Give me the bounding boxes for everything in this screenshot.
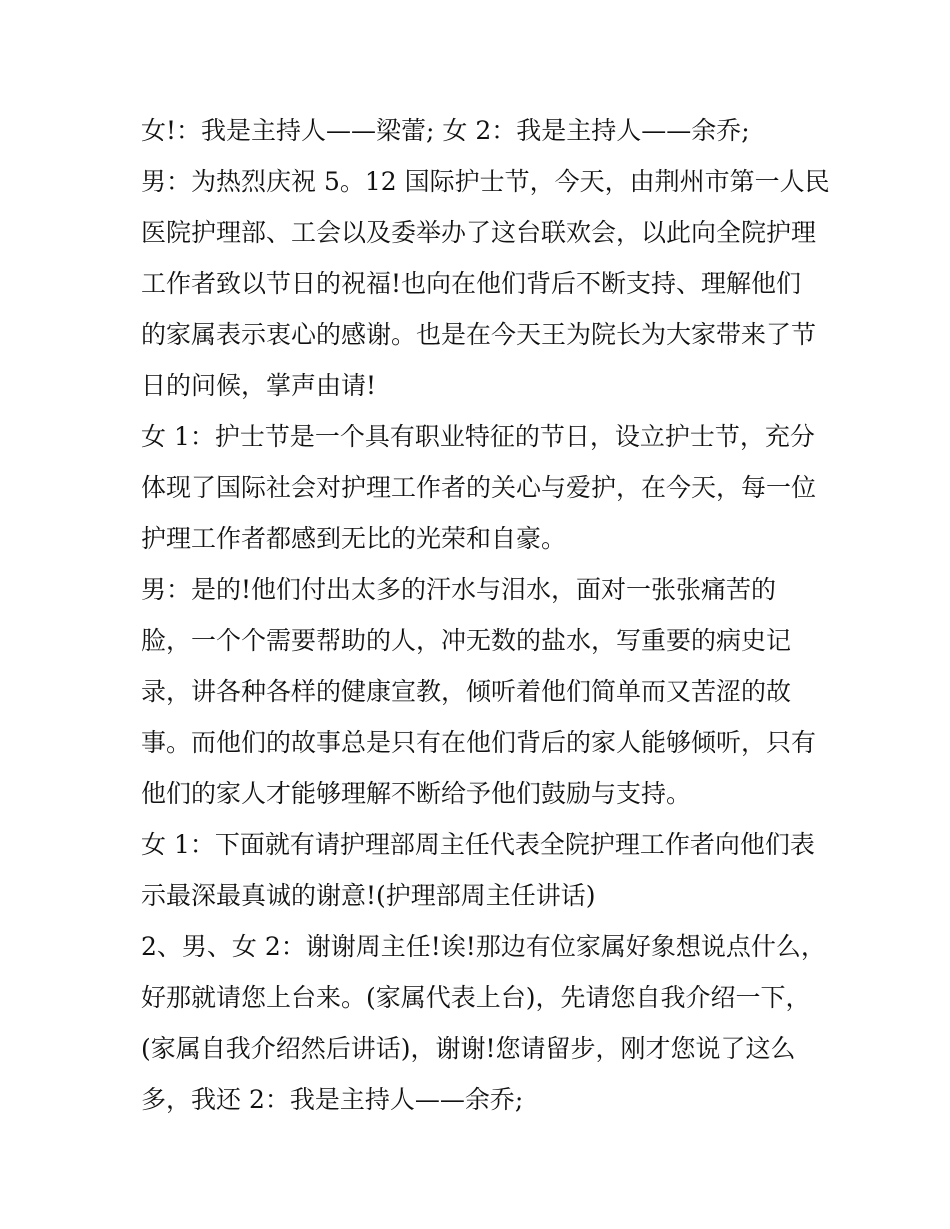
text-line: 工作者致以节日的祝福!也向在他们背后不断支持、理解他们	[141, 269, 802, 298]
text-line: 多，我还 2：我是主持人——余乔;	[141, 1085, 524, 1114]
text-line: 的家属表示衷心的感谢。也是在今天王为院长为大家带来了节	[141, 320, 817, 349]
text-line: 日的问候，掌声由请!	[141, 371, 377, 400]
text-line: 示最深最真诚的谢意!(护理部周主任讲话)	[141, 881, 596, 910]
text-line: 男：为热烈庆祝 5。12 国际护士节，今天，由荆州市第一人民	[141, 167, 830, 196]
text-line: 好那就请您上台来。(家属代表上台)，先请您自我介绍一下，	[141, 983, 811, 1012]
text-line: 录，讲各种各样的健康宣教，倾听着他们简单而又苦涩的故	[141, 677, 792, 706]
paragraph-opening-speech	[141, 156, 830, 411]
paragraph-nurses-day	[141, 411, 821, 564]
text-line: (家属自我介绍然后讲话)，谢谢!您请留步，刚才您说了这么	[141, 1034, 796, 1063]
paragraph-director-speech	[141, 819, 821, 921]
text-line: 女 1：下面就有请护理部周主任代表全院护理工作者向他们表	[141, 830, 815, 859]
text-line: 护理工作者都感到无比的光荣和自豪。	[141, 524, 567, 553]
text-line: 女!：我是主持人——梁蕾; 女 2：我是主持人——余乔;	[141, 116, 750, 145]
text-line: 他们的家人才能够理解不断给予他们鼓励与支持。	[141, 779, 692, 808]
paragraph-family-representative	[141, 921, 826, 1125]
text-line: 医院护理部、工会以及委举办了这台联欢会，以此向全院护理	[141, 218, 817, 247]
paragraph-host-intro	[141, 105, 821, 156]
text-line: 女 1：护士节是一个具有职业特征的节日，设立护士节，充分	[141, 422, 815, 451]
paragraph-families	[141, 564, 821, 819]
text-line: 男：是的!他们付出太多的汗水与泪水，面对一张张痛苦的	[141, 575, 777, 604]
document-body	[141, 105, 830, 1125]
text-line: 脸，一个个需要帮助的人，冲无数的盐水，写重要的病史记	[141, 626, 792, 655]
text-line: 体现了国际社会对护理工作者的关心与爱护，在今天，每一位	[141, 473, 817, 502]
text-line: 2、男、女 2：谢谢周主任!诶!那边有位家属好象想说点什么，	[141, 932, 826, 961]
text-line: 事。而他们的故事总是只有在他们背后的家人能够倾听，只有	[141, 728, 817, 757]
